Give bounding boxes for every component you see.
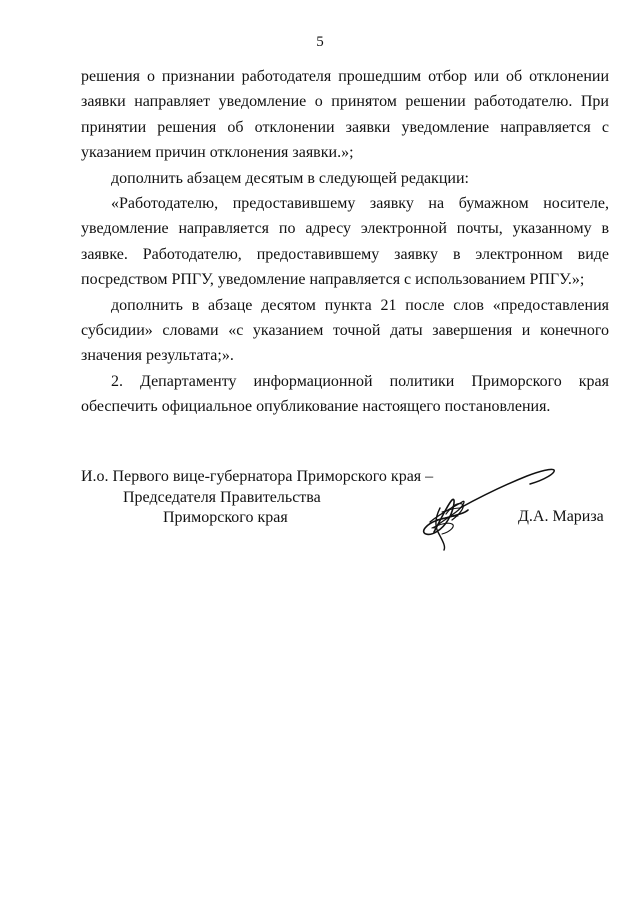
paragraph-item-2: 2. Департаменту информационной политики Приморского края обеспечить официальное опубликование настоящего постановления.: [81, 372, 609, 416]
paragraph-amendment-clause-21: дополнить в абзаце десятом пункта 21 после слов «предоставления субсидии» словами «с указанием точной даты завершения и конечного значения результата;».: [81, 296, 609, 365]
signatory-title-line: И.о. Первого вице-губернатора Приморского края –: [81, 468, 434, 485]
paragraph-continuation: решения о признании работодателя прошедшим отбор или об отклонении заявки направляет уведомление о принятом решении работодателю. При принятии решения об отклонении заявки уведомление направляется с указанием причин отклонения заявки.»;: [81, 68, 609, 162]
signer-name: Д.А. Мариза: [518, 508, 604, 525]
page-number: 5: [316, 34, 324, 50]
paragraph-amendment-intro: дополнить абзацем десятым в следующей редакции:: [111, 169, 469, 187]
document-body: [81, 64, 609, 420]
signatory-title-line: Председателя Правительства: [123, 488, 321, 506]
signatory-title-block: [81, 467, 433, 529]
signatory-title-line: Приморского края: [163, 509, 288, 526]
paragraph-quoted-text: «Работодателю, предоставившему заявку на бумажном носителе, уведомление направляется по адресу электронной почты, указанному в заявке. Работодателю, предоставившему заявку в электронном виде посредством РПГУ, уведомление направляется с использованием РПГУ.»;: [81, 195, 609, 289]
